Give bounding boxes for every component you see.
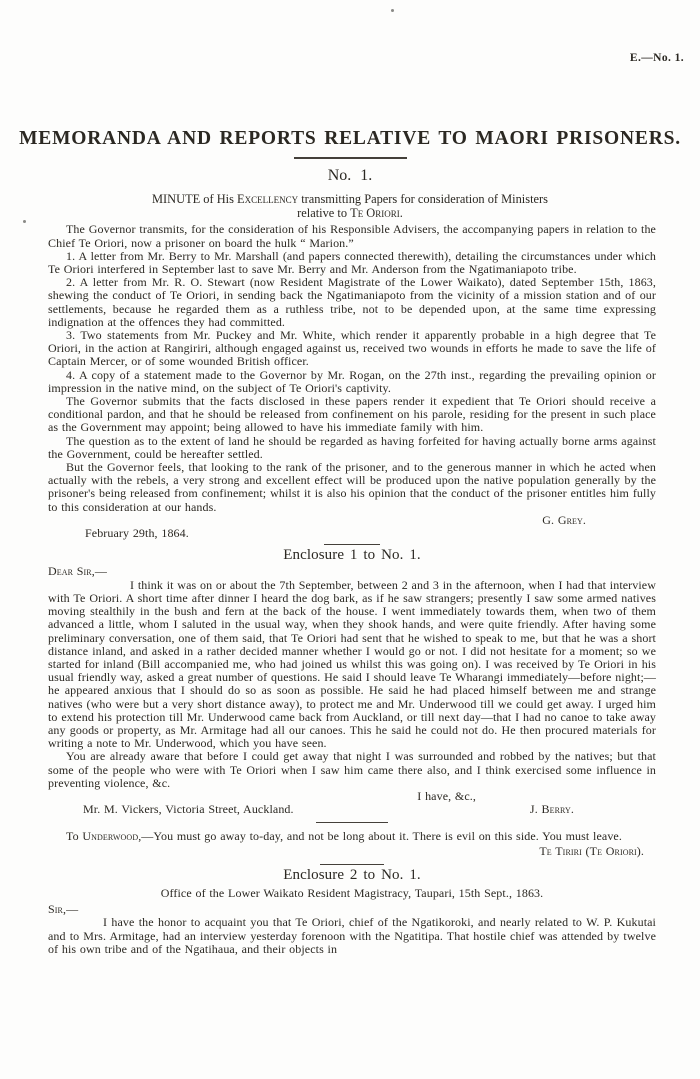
minute-paragraph: 3. Two statements from Mr. Puckey and Mr. White, which render it apparently probable in a high degree that Te Oriori, in the action at Rangiriri, although engaged against us, received two wounds in efforts he made to save the life of Captain Mercer, or of some wounded British officer.	[48, 328, 656, 369]
minute-date: February 29th, 1864.	[85, 526, 189, 541]
document-body	[0, 223, 700, 956]
minute-paragraph: 2. A letter from Mr. R. O. Stewart (now Resident Magistrate of the Lower Waikato), dated September 15th, 1863, shewing the conduct of Te Oriori, in sending back the Ngatimaniapoto from the vicinity of a mission station and of our settlements, because he regarded them as a ruthless tribe, not to be depended upon, at the same time expressing indignation at the offences they had committed.	[48, 275, 656, 329]
minute-paragraph: 4. A copy of a statement made to the Governor by Mr. Rogan, on the 27th inst., regarding the prevailing opinion or impression in the native mind, on the subject of Te Oriori's captivity.	[48, 367, 656, 395]
minute-heading-line2: relative to Te Oriori.	[297, 206, 403, 221]
title-divider	[294, 157, 407, 159]
minute-paragraph: But the Governor feels, that looking to the rank of the prisoner, and to the generous manner in which he acted when actually with the rebels, a very strong and excellent effect will be produced upon the native population generally by the prisoner's being released from confinement; whilst it is also his opinion that the conduct of the prisoner entitles him fully to this consideration at our hands.	[48, 460, 656, 514]
enclosure1-valediction: I have, &c.,	[417, 788, 476, 803]
minute-heading-line1: MINUTE of His Excellency transmitting Papers for consideration of Ministers	[152, 192, 548, 206]
enclosure1-paragraph: I think it was on or about the 7th September, between 2 and 3 in the afternoon, when I had that interview with Te Oriori. A short time after dinner I heard the dog bark, as if he saw strangers; presently I saw some armed natives moving stealthily in the bush and fern at the back of the house. I went immediately towards them, when two of them advanced a little, whom I saluted in the usual way, when they shook hands, and were quite friendly. After having some preliminary conversation, one of them said, that Te Oriori had sent that he wished to speak to me, but that he was a short distance inland, and asked in a rather decided manner whether I would go or not. I did not hesitate for a moment; so we started for inland (Bill accompanied me, who had joined us whilst this was going on). I was received by Te Oriori in his usual friendly way, asked a great number of questions. He said I should leave Te Wharangi immediately—before night;—he appeared anxious that I should do so as soon as possible. He said he had placed himself between me and strange natives (who were but a very short distance away), to protect me and Mr. Underwood till we could get away. I urged him to extend his protection till Mr. Underwood came back from Auckland, or till next day—that I had no canoe to take away any goods or property, as Mr. Armitage had all our canoes. This he said he could not do. He then procured materials for writing a note to Mr. Underwood, which you have seen.	[48, 577, 656, 751]
enclosure1-paragraph: You are already aware that before I could get away that night I was surrounded and robbed by the natives; but that some of the people who were with Te Oriori when I saw him came there also, and I think exercised some influence in preventing violence, &c.	[48, 749, 656, 790]
enclosure2-dateline: Office of the Lower Waikato Resident Magistracy, Taupari, 15th Sept., 1863.	[160, 885, 544, 900]
enclosure1-salutation: Dear Sir,—	[48, 564, 107, 579]
section-divider	[316, 822, 388, 823]
minute-paragraph: 1. A letter from Mr. Berry to Mr. Marshall (and papers connected therewith), detailing the circumstances under which Te Oriori interfered in September last to save Mr. Berry and Mr. Anderson from the Ngatimaniapoto tribe.	[48, 248, 656, 277]
enclosure1-signature-row	[48, 803, 656, 816]
enclosure2-salutation: Sir,—	[48, 902, 79, 917]
minute-paragraph: The Governor transmits, for the consideration of his Responsible Advisers, the accompanying papers in relation to the Chief Te Oriori, now a prisoner on board the hulk “ Marion.”	[48, 222, 656, 250]
underwood-note: To Underwood,—You must go away to-day, and not be long about it. There is evil on this side. You must leave.	[66, 829, 622, 844]
section-divider	[324, 544, 380, 545]
enclosure1-heading: Enclosure 1 to No. 1.	[283, 547, 421, 564]
signature-j-berry: J. Berry.	[529, 802, 574, 817]
enclosure1-addressee: Mr. M. Vickers, Victoria Street, Auckland.	[83, 802, 294, 817]
minute-heading	[0, 192, 700, 220]
scan-artifact-dot	[23, 220, 26, 223]
section-divider	[320, 864, 384, 865]
section-heading-no1: No. 1.	[327, 167, 373, 184]
enclosure2-paragraph: I have the honor to acquaint you that Te Oriori, chief of the Ngatikoroki, and nearly related to W. P. Kukutai and to Mrs. Armitage, had an interview yesterday forenoon with the Ngatitipa. That hostile chief was attended by twelve of his own tribe and of the Ngatihaua, and their objects in	[48, 915, 656, 956]
minute-paragraph: The question as to the extent of land he should be regarded as having forfeited for having actually borne arms against the Government, could be hereafter settled.	[48, 433, 656, 461]
scan-artifact-dot	[391, 9, 394, 12]
minute-paragraph: The Governor submits that the facts disclosed in these papers render it expedient that Te Oriori should receive a conditional pardon, and that he should be released from confinement on his parole, residing for the present in such place as the Government may appoint; being allowed to have his immediate family with him.	[48, 394, 656, 435]
signature-te-tiriri: Te Tiriri (Te Oriori).	[539, 843, 644, 858]
enclosure2-heading: Enclosure 2 to No. 1.	[283, 866, 421, 883]
signature-g-grey: G. Grey.	[542, 512, 586, 527]
page-reference-number: E.—No. 1.	[629, 52, 684, 64]
document-title: MEMORANDA AND REPORTS RELATIVE TO MAORI PRISONERS.	[19, 128, 681, 149]
